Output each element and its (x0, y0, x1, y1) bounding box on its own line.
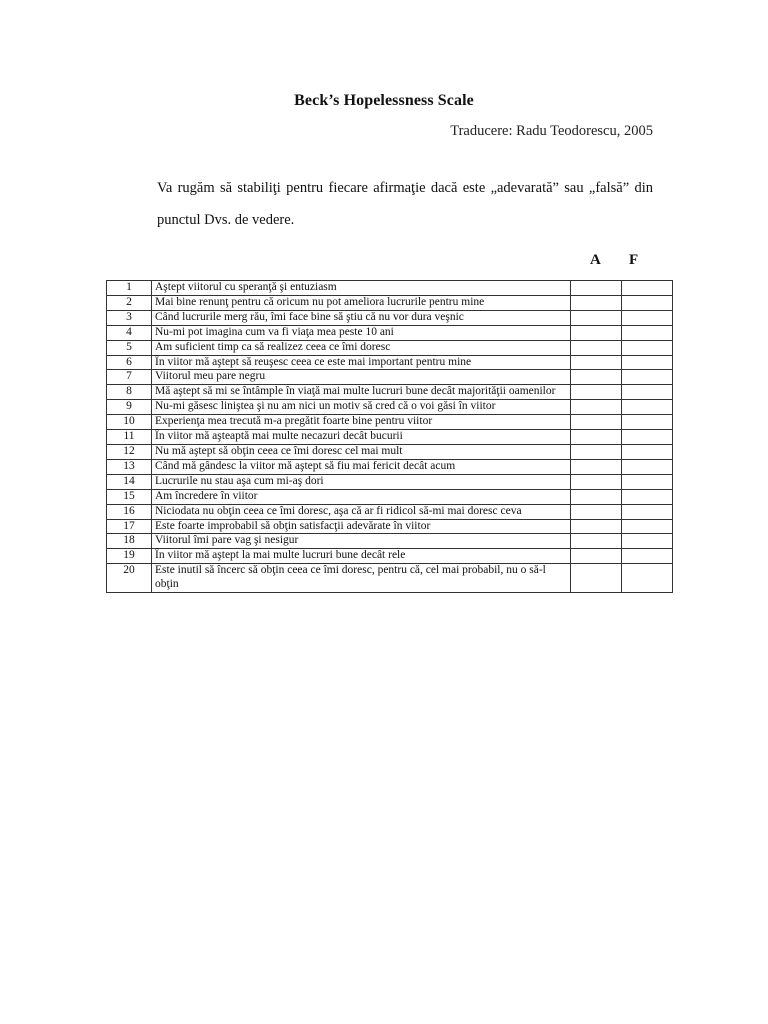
item-number: 5 (107, 340, 152, 355)
document-title: Beck’s Hopelessness Scale (294, 92, 474, 109)
item-statement: Când lucrurile merg rău, îmi face bine să ştiu că nu vor dura veşnic (152, 310, 571, 325)
table-row (107, 295, 673, 310)
item-number: 15 (107, 489, 152, 504)
table-row (107, 325, 673, 340)
answer-cell-true[interactable] (571, 325, 622, 340)
answer-cell-false[interactable] (622, 340, 673, 355)
answer-cell-true[interactable] (571, 564, 622, 593)
item-number: 17 (107, 519, 152, 534)
item-number: 3 (107, 310, 152, 325)
answer-cell-false[interactable] (622, 415, 673, 430)
answer-cell-true[interactable] (571, 310, 622, 325)
answer-cell-true[interactable] (571, 400, 622, 415)
item-number: 9 (107, 400, 152, 415)
table-row (107, 385, 673, 400)
table-row (107, 415, 673, 430)
item-statement: Aştept viitorul cu speranţă şi entuziasm (152, 281, 571, 296)
translation-credit: Traducere: Radu Teodorescu, 2005 (450, 123, 653, 139)
answer-cell-false[interactable] (622, 400, 673, 415)
table-row (107, 355, 673, 370)
item-statement: Am suficient timp ca să realizez ceea ce îmi doresc (152, 340, 571, 355)
table-row (107, 444, 673, 459)
item-statement: În viitor mă aştept la mai multe lucruri bune decât rele (152, 549, 571, 564)
item-statement: În viitor mă aştept să reuşesc ceea ce este mai important pentru mine (152, 355, 571, 370)
item-statement: Viitorul meu pare negru (152, 370, 571, 385)
answer-cell-true[interactable] (571, 549, 622, 564)
table-row (107, 519, 673, 534)
answer-cell-true[interactable] (571, 385, 622, 400)
item-number: 13 (107, 459, 152, 474)
item-statement: Când mă gândesc la viitor mă aştept să fiu mai fericit decât acum (152, 459, 571, 474)
table-row (107, 564, 673, 593)
answer-cell-true[interactable] (571, 281, 622, 296)
answer-cell-false[interactable] (622, 430, 673, 445)
answer-header-false: F (629, 252, 639, 268)
table-row (107, 504, 673, 519)
answer-cell-true[interactable] (571, 370, 622, 385)
item-number: 16 (107, 504, 152, 519)
item-statement: Nu-mi pot imagina cum va fi viaţa mea peste 10 ani (152, 325, 571, 340)
answer-cell-true[interactable] (571, 534, 622, 549)
answer-cell-false[interactable] (622, 564, 673, 593)
item-number: 2 (107, 295, 152, 310)
answer-cell-true[interactable] (571, 504, 622, 519)
table-row (107, 281, 673, 296)
item-number: 8 (107, 385, 152, 400)
item-statement: Este inutil să încerc să obţin ceea ce îmi doresc, pentru că, cel mai probabil, nu o să-l obţin (152, 564, 571, 593)
answer-cell-true[interactable] (571, 340, 622, 355)
item-number: 7 (107, 370, 152, 385)
answer-cell-true[interactable] (571, 430, 622, 445)
answer-cell-false[interactable] (622, 459, 673, 474)
item-statement: Nu mă aştept să obţin ceea ce îmi doresc cel mai mult (152, 444, 571, 459)
item-number: 18 (107, 534, 152, 549)
answer-cell-false[interactable] (622, 504, 673, 519)
item-statement: Lucrurile nu stau aşa cum mi-aş dori (152, 474, 571, 489)
item-number: 19 (107, 549, 152, 564)
answer-cell-true[interactable] (571, 444, 622, 459)
item-statement: Am încredere în viitor (152, 489, 571, 504)
table-row (107, 534, 673, 549)
item-number: 1 (107, 281, 152, 296)
answer-cell-false[interactable] (622, 444, 673, 459)
answer-cell-false[interactable] (622, 534, 673, 549)
item-number: 12 (107, 444, 152, 459)
item-number: 4 (107, 325, 152, 340)
answer-cell-false[interactable] (622, 281, 673, 296)
table-row (107, 549, 673, 564)
item-number: 10 (107, 415, 152, 430)
answer-cell-false[interactable] (622, 310, 673, 325)
item-number: 6 (107, 355, 152, 370)
answer-cell-true[interactable] (571, 415, 622, 430)
answer-cell-false[interactable] (622, 295, 673, 310)
table-row (107, 474, 673, 489)
answer-cell-false[interactable] (622, 519, 673, 534)
scale-table-body (107, 281, 673, 593)
answer-cell-false[interactable] (622, 549, 673, 564)
item-statement: Niciodata nu obţin ceea ce îmi doresc, aşa că ar fi ridicol să-mi mai doresc ceva (152, 504, 571, 519)
table-row (107, 400, 673, 415)
item-statement: Nu-mi găsesc liniştea şi nu am nici un motiv să cred că o voi găsi în viitor (152, 400, 571, 415)
table-row (107, 340, 673, 355)
table-row (107, 459, 673, 474)
table-row (107, 430, 673, 445)
item-statement: Viitorul îmi pare vag şi nesigur (152, 534, 571, 549)
answer-cell-true[interactable] (571, 519, 622, 534)
table-row (107, 310, 673, 325)
item-statement: În viitor mă aşteaptă mai multe necazuri decât bucurii (152, 430, 571, 445)
table-row (107, 370, 673, 385)
answer-cell-false[interactable] (622, 489, 673, 504)
answer-cell-false[interactable] (622, 355, 673, 370)
item-number: 20 (107, 564, 152, 593)
answer-cell-true[interactable] (571, 459, 622, 474)
answer-cell-false[interactable] (622, 325, 673, 340)
table-row (107, 489, 673, 504)
answer-cell-false[interactable] (622, 385, 673, 400)
instructions-text: Va rugăm să stabiliţi pentru fiecare afirmaţie dacă este „adevarată” sau „falsă” din punctul Dvs. de vedere. (157, 180, 653, 228)
item-number: 14 (107, 474, 152, 489)
item-statement: Mai bine renunţ pentru că oricum nu pot ameliora lucrurile pentru mine (152, 295, 571, 310)
answer-cell-false[interactable] (622, 370, 673, 385)
item-statement: Mă aştept să mi se întâmple în viaţă mai multe lucruri bune decât majorităţii oamenilor (152, 385, 571, 400)
item-statement: Este foarte improbabil să obţin satisfacţii adevărate în viitor (152, 519, 571, 534)
hopelessness-scale-table (106, 280, 673, 593)
answer-cell-false[interactable] (622, 474, 673, 489)
answer-cell-true[interactable] (571, 355, 622, 370)
item-number: 11 (107, 430, 152, 445)
answer-cell-true[interactable] (571, 474, 622, 489)
item-statement: Experienţa mea trecută m-a pregătit foarte bine pentru viitor (152, 415, 571, 430)
answer-header-true: A (590, 252, 601, 268)
answer-cell-true[interactable] (571, 489, 622, 504)
answer-cell-true[interactable] (571, 295, 622, 310)
